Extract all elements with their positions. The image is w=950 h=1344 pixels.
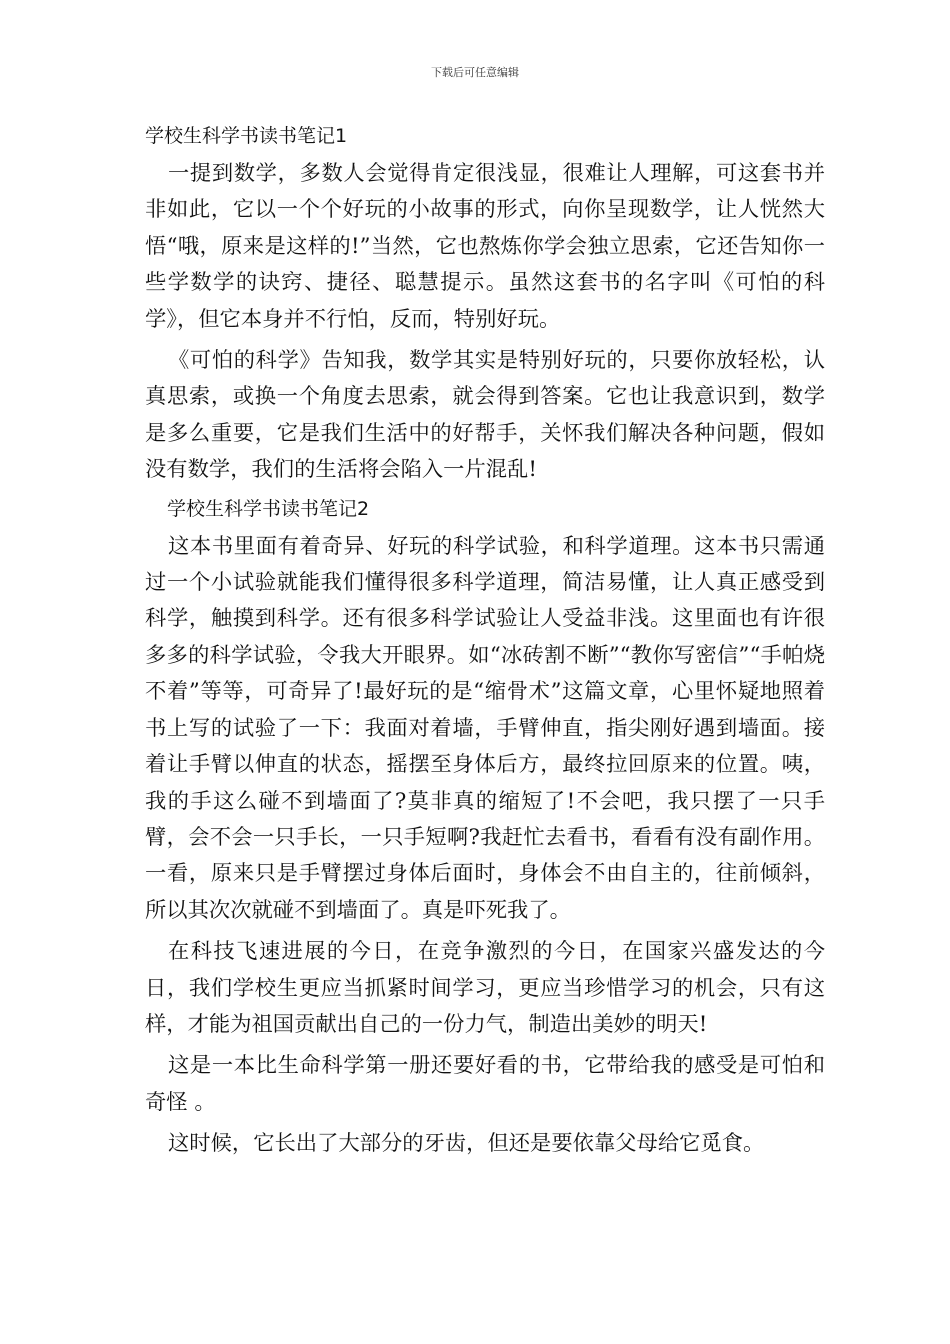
section-1-paragraph-1: 一提到数学，多数人会觉得肯定很浅显，很难让人理解，可这套书并非如此，它以一个个好玩的小故事的形式，向你呈现数学，让人恍然大悟“哦，原来是这样的!”当然，它也熬炼你学会独立思索，它还告知你一些学数学的诀窍、捷径、聪慧提示。虽然这套书的名字叫《可怕的科学》，但它本身并不行怕，反而，特别好玩。 [145,161,825,332]
section-1-paragraph-2: 《可怕的科学》告知我，数学其实是特别好玩的，只要你放轻松，认真思索，或换一个角度去思索，就会得到答案。它也让我意识到，数学是多么重要，它是我们生活中的好帮手，关怀我们解决各种问题，假如没有数学，我们的生活将会陷入一片混乱! [145,348,825,483]
page-header-note: 下载后可任意编辑 [431,66,519,79]
document-body [145,121,825,1168]
section-2-paragraph-4: 这时候，它长出了大部分的牙齿，但还是要依靠父母给它觅食。 [168,1131,765,1157]
section-2-paragraph-2: 在科技飞速进展的今日，在竞争激烈的今日，在国家兴盛发达的今日，我们学校生更应当抓紧时间学习，更应当珍惜学习的机会，只有这样，才能为祖国贡献出自己的一份力气，制造出美妙的明天! [145,939,825,1037]
section-2-title: 学校生科学书读书笔记2 [167,497,370,520]
section-1-title: 学校生科学书读书笔记1 [145,125,348,147]
section-2-paragraph-1: 这本书里面有着奇异、好玩的科学试验，和科学道理。这本书只需通过一个小试验就能我们懂得很多科学道理，简洁易懂，让人真正感受到科学，触摸到科学。还有很多科学试验让人受益非浅。这里面也有许很多多的科学试验，令我大开眼界。如“冰砖割不断”“教你写密信”“手帕烧不着”等等，可奇异了!最好玩的是“缩骨术”这篇文章，心里怀疑地照着书上写的试验了一下：我面对着墙，手臂伸直，指尖刚好遇到墙面。接着让手臂以伸直的状态，摇摆至身体后方，最终拉回原来的位置。咦，我的手这么碰不到墙面了?莫非真的缩短了!不会吧，我只摆了一只手臂，会不会一只手长，一只手短啊?我赶忙去看书，看看有没有副作用。一看，原来只是手臂摆过身体后面时，身体会不由自主的，往前倾斜，所以其次次就碰不到墙面了。真是吓死我了。 [145,533,825,923]
section-2-paragraph-3: 这是一本比生命科学第一册还要好看的书，它带给我的感受是可怕和奇怪 。 [145,1053,825,1115]
